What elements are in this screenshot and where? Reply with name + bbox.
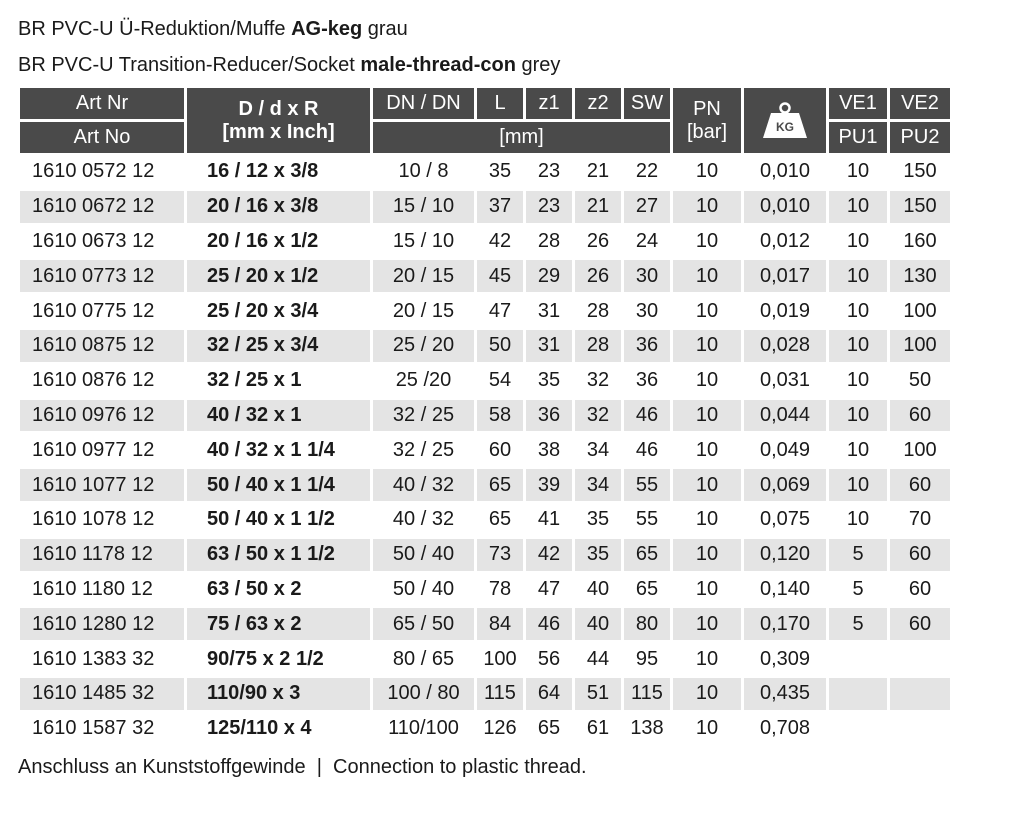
cell-kg: 0,435 [744,678,826,710]
cell-sw: 36 [624,330,670,362]
cell-ve1: 10 [846,508,870,531]
cell-dim: 20 / 16 x 1/2 [207,229,319,252]
cell-ve2 [890,713,950,745]
cell-ve2 [890,678,950,710]
cell-dn: 80 / 65 [392,647,455,670]
table-row [20,574,950,606]
cell-art: 1610 0673 12 [32,229,155,252]
cell-pn: 10 [695,369,719,392]
cell-z2: 28 [586,299,610,322]
cell-art: 1610 0875 12 [20,330,184,362]
cell-dn: 20 / 15 [373,260,474,292]
cell-z1: 38 [537,438,561,461]
cell-ve2: 70 [908,508,932,531]
cell-art: 1610 1587 32 [32,717,155,740]
cell-z1: 39 [526,469,572,501]
header-art-nr: Art Nr [20,88,184,119]
header-ve1: VE1 [829,88,887,119]
cell-ve1 [829,643,887,675]
cell-ve2: 150 [890,191,950,223]
cell-pn: 10 [673,539,741,571]
cell-art: 1610 1383 32 [32,647,155,670]
cell-sw: 65 [635,577,659,600]
cell-art: 1610 1485 32 [20,678,184,710]
cell-sw: 65 [624,539,670,571]
cell-sw: 80 [624,608,670,640]
weight-kg-icon [761,102,809,140]
cell-art: 1610 1280 12 [20,608,184,640]
weight-icon-label: KG [776,119,794,134]
cell-dn: 32 / 25 [373,400,474,432]
cell-sw: 138 [630,717,664,740]
cell-dim: 75 / 63 x 2 [187,608,370,640]
cell-art: 1610 0572 12 [32,160,155,183]
header-weight [744,88,826,153]
cell-l: 60 [488,438,512,461]
cell-kg: 0,044 [744,400,826,432]
cell-ve2: 50 [908,369,932,392]
table-row [20,643,950,675]
cell-l: 42 [488,229,512,252]
cell-pn: 10 [695,717,719,740]
cell-pn: 10 [673,400,741,432]
cell-art: 1610 1180 12 [32,577,153,600]
cell-z1: 47 [537,577,561,600]
cell-l: 84 [477,608,523,640]
cell-l: 78 [488,577,512,600]
cell-pn: 10 [695,647,719,670]
cell-ve1: 5 [829,608,887,640]
cell-dim: 110/90 x 3 [187,678,370,710]
cell-sw: 30 [624,260,670,292]
cell-ve1: 5 [829,539,887,571]
cell-dim: 125/110 x 4 [207,717,312,740]
cell-kg: 0,010 [744,191,826,223]
cell-dim: 50 / 40 x 1 1/2 [207,508,335,531]
table-row [20,608,950,640]
cell-ve1 [829,713,887,745]
cell-ve2: 160 [903,229,937,252]
cell-dim: 63 / 50 x 2 [207,577,302,600]
title-en-bold: male-thread-con [360,54,516,76]
cell-pn: 10 [673,678,741,710]
cell-z1: 65 [537,717,561,740]
header-art-no: Art No [20,122,184,153]
cell-z1: 41 [537,508,561,531]
title-de-bold: AG-keg [291,18,363,40]
cell-l: 58 [477,400,523,432]
cell-art: 1610 1077 12 [20,469,184,501]
cell-dn: 40 / 32 [392,508,455,531]
header-pu1: PU1 [829,122,887,153]
header-ve2: VE2 [890,88,950,119]
cell-l: 65 [488,508,512,531]
cell-dim: 32 / 25 x 1 [207,369,302,392]
table-row [20,400,950,432]
cell-ve2: 100 [890,330,950,362]
header-dimensions [187,88,370,153]
cell-z1: 46 [526,608,572,640]
cell-sw: 36 [635,369,659,392]
cell-dn: 15 / 10 [373,191,474,223]
cell-ve2: 60 [908,577,932,600]
header-l: L [477,88,523,119]
cell-kg: 0,017 [744,260,826,292]
header-mm: [mm] [373,122,670,153]
table-row [20,295,950,327]
header-z1: z1 [526,88,572,119]
cell-art: 1610 0672 12 [20,191,184,223]
cell-z2: 32 [575,400,621,432]
cell-dim: 40 / 32 x 1 [187,400,370,432]
table-row [20,365,950,397]
title-en-prefix: BR PVC-U Transition-Reducer/Socket [18,54,361,76]
cell-z1: 29 [526,260,572,292]
cell-l: 50 [477,330,523,362]
cell-pn: 10 [695,299,719,322]
cell-z1: 28 [537,229,561,252]
cell-art: 1610 0976 12 [20,400,184,432]
cell-ve2: 60 [890,539,950,571]
cell-z2: 35 [586,508,610,531]
cell-sw: 22 [635,160,659,183]
cell-kg: 0,170 [744,608,826,640]
cell-ve2: 60 [890,469,950,501]
cell-dn: 25 /20 [395,369,452,392]
cell-ve2: 100 [903,299,937,322]
cell-ve2: 150 [903,160,937,183]
cell-dim: 25 / 20 x 3/4 [207,299,319,322]
cell-z1: 23 [537,160,561,183]
table-row [20,539,950,571]
cell-dn: 65 / 50 [373,608,474,640]
cell-z2: 40 [575,608,621,640]
cell-dn: 40 / 32 [373,469,474,501]
header-sw: SW [624,88,670,119]
cell-kg: 0,069 [744,469,826,501]
cell-l: 45 [477,260,523,292]
cell-z2: 61 [586,717,610,740]
title-de-suffix: grau [362,18,408,40]
header-z2: z2 [575,88,621,119]
header-pn-unit: [bar] [686,120,728,143]
cell-ve1 [829,678,887,710]
title-english [18,54,560,77]
cell-z2: 26 [575,260,621,292]
cell-dim: 20 / 16 x 3/8 [187,191,370,223]
title-german [18,18,408,41]
cell-sw: 95 [635,647,659,670]
cell-dn: 110/100 [388,717,459,740]
table-row [20,504,950,536]
table-row [20,469,950,501]
cell-art: 1610 0876 12 [32,369,155,392]
cell-l: 35 [488,160,512,183]
cell-z2: 51 [575,678,621,710]
cell-z1: 35 [537,369,561,392]
cell-kg: 0,031 [759,369,811,392]
title-de-prefix: BR PVC-U Ü-Reduktion/Muffe [18,18,292,40]
cell-pn: 10 [695,229,719,252]
header-dn: DN / DN [373,88,474,119]
cell-sw: 30 [635,299,659,322]
cell-z2: 28 [575,330,621,362]
cell-l: 100 [483,647,517,670]
cell-z1: 64 [526,678,572,710]
table-row [20,713,950,745]
cell-kg: 0,012 [759,229,811,252]
cell-ve1: 10 [829,260,887,292]
cell-ve1: 10 [829,400,887,432]
cell-sw: 24 [635,229,659,252]
cell-kg: 0,708 [759,717,811,740]
cell-ve2 [890,643,950,675]
cell-z2: 34 [575,469,621,501]
cell-z2: 21 [586,160,610,183]
cell-ve1: 5 [852,577,864,600]
table-row [20,226,950,258]
header-pu2: PU2 [890,122,950,153]
cell-dn: 32 / 25 [392,438,455,461]
cell-kg: 0,028 [744,330,826,362]
cell-ve1: 10 [829,469,887,501]
cell-sw: 55 [624,469,670,501]
cell-z1: 42 [526,539,572,571]
cell-ve2: 100 [903,438,937,461]
cell-dn: 100 / 80 [373,678,474,710]
table-row [20,156,950,188]
cell-z2: 40 [586,577,610,600]
cell-dim: 16 / 12 x 3/8 [207,160,319,183]
cell-dim: 32 / 25 x 3/4 [187,330,370,362]
cell-z2: 21 [575,191,621,223]
cell-z2: 26 [586,229,610,252]
cell-l: 126 [483,717,517,740]
cell-z1: 56 [537,647,561,670]
cell-l: 115 [477,678,523,710]
cell-pn: 10 [695,577,719,600]
cell-art: 1610 1078 12 [32,508,155,531]
cell-ve1: 10 [846,369,870,392]
table-row [20,434,950,466]
cell-z2: 32 [586,369,610,392]
cell-kg: 0,309 [759,647,811,670]
table-body [20,156,950,745]
cell-kg: 0,140 [759,577,811,600]
cell-kg: 0,049 [759,438,811,461]
cell-l: 47 [488,299,512,322]
header-pn [673,88,741,153]
product-table [17,85,953,748]
cell-art: 1610 0773 12 [20,260,184,292]
footer-note: Anschluss an Kunststoffgewinde | Connection to plastic thread. [18,756,587,778]
cell-kg: 0,010 [759,160,811,183]
cell-dn: 50 / 40 [373,539,474,571]
cell-kg: 0,075 [759,508,811,531]
cell-ve2: 60 [890,608,950,640]
header-dim-line1: D / d x R [238,97,319,120]
cell-sw: 46 [635,438,659,461]
cell-l: 65 [477,469,523,501]
table-row [20,260,950,292]
cell-kg: 0,120 [744,539,826,571]
cell-z1: 36 [526,400,572,432]
cell-dn: 15 / 10 [392,229,455,252]
cell-l: 73 [477,539,523,571]
cell-z1: 31 [537,299,561,322]
cell-sw: 115 [624,678,670,710]
cell-art: 1610 0977 12 [32,438,155,461]
cell-ve2: 130 [890,260,950,292]
cell-dim: 50 / 40 x 1 1/4 [187,469,370,501]
table-row [20,678,950,710]
cell-dn: 20 / 15 [392,299,455,322]
cell-z1: 31 [526,330,572,362]
cell-sw: 46 [624,400,670,432]
cell-l: 54 [488,369,512,392]
cell-kg: 0,019 [759,299,811,322]
cell-ve1: 10 [846,299,870,322]
cell-ve1: 10 [829,191,887,223]
cell-dn: 25 / 20 [373,330,474,362]
cell-pn: 10 [695,508,719,531]
cell-z2: 34 [586,438,610,461]
cell-dim: 63 / 50 x 1 1/2 [187,539,370,571]
cell-sw: 27 [624,191,670,223]
table-row [20,191,950,223]
cell-pn: 10 [673,330,741,362]
cell-dn: 50 / 40 [392,577,455,600]
cell-pn: 10 [673,608,741,640]
cell-ve1: 10 [846,229,870,252]
cell-ve1: 10 [829,330,887,362]
cell-ve1: 10 [846,160,870,183]
cell-z2: 44 [586,647,610,670]
cell-dn: 10 / 8 [398,160,449,183]
header-dim-line2: [mm x Inch] [222,120,335,143]
cell-art: 1610 1178 12 [20,539,184,571]
cell-z2: 35 [575,539,621,571]
cell-dim: 25 / 20 x 1/2 [187,260,370,292]
cell-dim: 90/75 x 2 1/2 [207,647,324,670]
cell-sw: 55 [635,508,659,531]
header-pn-label: PN [693,97,721,120]
cell-pn: 10 [673,191,741,223]
cell-l: 37 [477,191,523,223]
cell-z1: 23 [526,191,572,223]
cell-dim: 40 / 32 x 1 1/4 [207,438,335,461]
title-en-suffix: grey [515,54,561,76]
cell-pn: 10 [673,260,741,292]
cell-pn: 10 [695,160,719,183]
cell-ve2: 60 [890,400,950,432]
cell-pn: 10 [673,469,741,501]
table-row [20,330,950,362]
cell-pn: 10 [695,438,719,461]
cell-art: 1610 0775 12 [32,299,155,322]
cell-ve1: 10 [846,438,870,461]
